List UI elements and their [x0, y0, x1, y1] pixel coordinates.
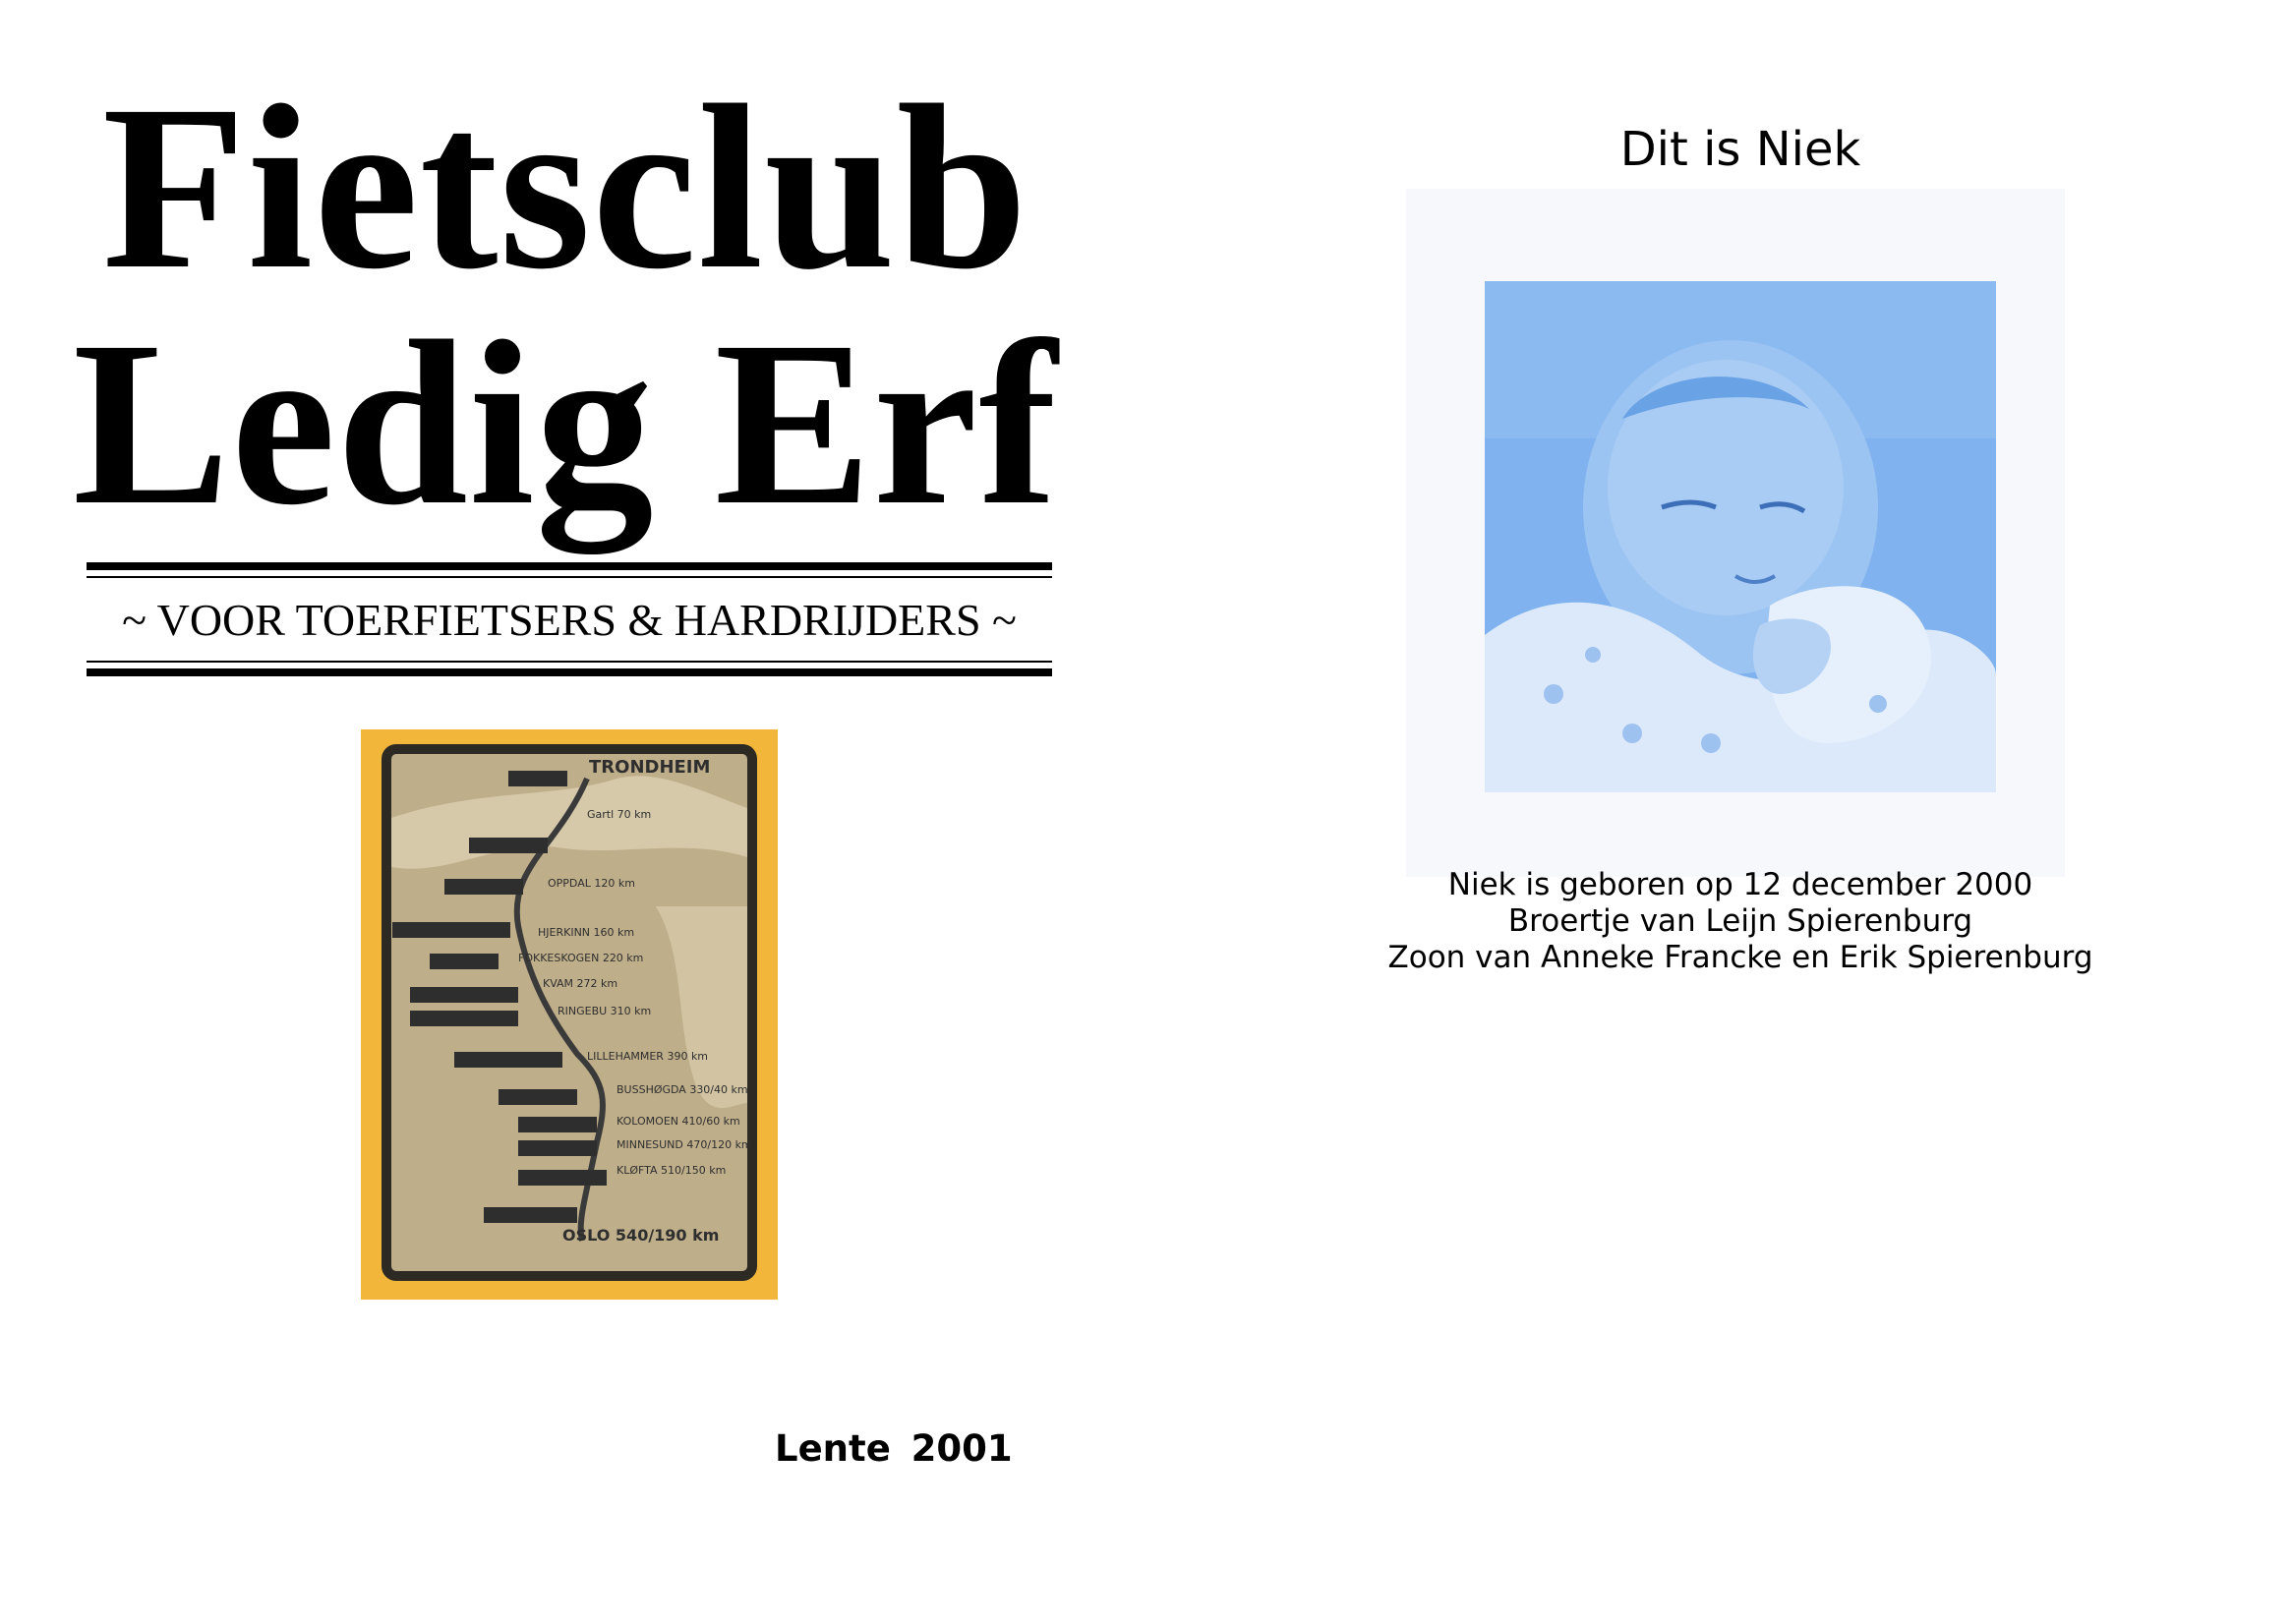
map-label-oslo: OSLO 540/190 km	[562, 1226, 720, 1245]
svg-text:HJERKINN 160 km: HJERKINN 160 km	[538, 926, 635, 939]
cover-title-line1: Fietsclub	[101, 56, 1029, 318]
title-divider-top	[87, 562, 1052, 578]
bio-line-sibling: Broertje van Leijn Spierenburg	[1507, 903, 1973, 939]
svg-text:MINNESUND 470/120 km: MINNESUND 470/120 km	[617, 1138, 752, 1151]
svg-text:OPPDAL 120 km: OPPDAL 120 km	[548, 877, 635, 890]
bio-line-parents: Zoon van Anneke Francke en Erik Spierenburg	[1387, 940, 2093, 975]
map-label-trondheim: TRONDHEIM	[589, 757, 711, 778]
svg-text:RINGEBU 310 km: RINGEBU 310 km	[558, 1005, 652, 1017]
route-map-image	[361, 729, 778, 1300]
bio-line-birth-date: Niek is geboren op 12 december 2000	[1447, 867, 2033, 902]
svg-text:BUSSHØGDA 330/40 km: BUSSHØGDA 330/40 km	[617, 1083, 748, 1096]
baby-photo	[1485, 281, 1996, 792]
birth-notice-heading: Dit is Niek	[1619, 122, 1861, 177]
svg-text:KOLOMOEN 410/60 km: KOLOMOEN 410/60 km	[617, 1115, 740, 1128]
svg-text:FOKKESKOGEN 220 km: FOKKESKOGEN 220 km	[518, 952, 644, 964]
svg-text:LILLEHAMMER 390 km: LILLEHAMMER 390 km	[587, 1050, 709, 1063]
birth-notice-text	[1357, 867, 2124, 976]
cover-title-line2: Ledig Erf	[72, 292, 1059, 553]
title-divider-bottom	[87, 661, 1052, 676]
issue-season: Lente 2001	[775, 1427, 1013, 1470]
cover-subtitle: ~ VOOR TOERFIETSERS & HARDRIJDERS ~	[122, 595, 1017, 645]
svg-text:KVAM 272 km: KVAM 272 km	[543, 977, 618, 990]
svg-text:Gartl 70 km: Gartl 70 km	[587, 808, 652, 821]
svg-text:KLØFTA 510/150 km: KLØFTA 510/150 km	[617, 1164, 727, 1177]
